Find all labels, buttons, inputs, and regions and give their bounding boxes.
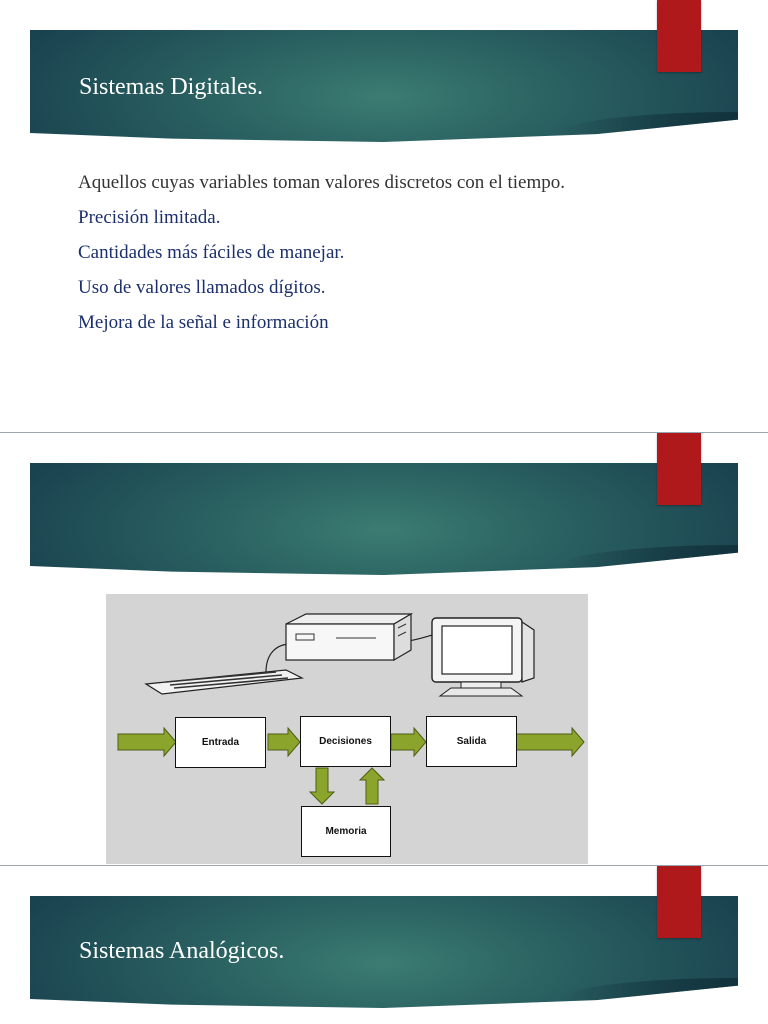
cpu-case-icon [286, 614, 411, 660]
point-item: Mejora de la señal e información [78, 312, 329, 333]
bookmark-tab [657, 0, 701, 72]
point-item: Precisión limitada. [78, 207, 221, 228]
decisiones-block: Decisiones [300, 716, 391, 767]
decisiones-to-memoria-arrow [310, 768, 334, 804]
entrada-block: Entrada [175, 717, 266, 768]
point-item: Cantidades más fáciles de manejar. [78, 242, 345, 263]
banner-swoosh [558, 112, 738, 134]
entrada-to-decisiones-arrow [268, 728, 300, 756]
banner-swoosh [558, 545, 738, 567]
memoria-block: Memoria [301, 806, 391, 857]
title-banner [30, 463, 738, 575]
monitor-icon [432, 618, 534, 696]
slide-body [78, 170, 638, 345]
bookmark-tab [657, 866, 701, 938]
keyboard-icon [146, 670, 302, 694]
slide-1 [0, 0, 768, 432]
computer-system-diagram [106, 594, 588, 864]
salida-block: Salida [426, 716, 517, 767]
bookmark-tab [657, 433, 701, 505]
banner-swoosh [558, 978, 738, 1000]
intro-text: Aquellos cuyas variables toman valores discretos con el tiempo. [78, 172, 566, 193]
decisiones-to-salida-arrow [391, 728, 426, 756]
slide-title: Sistemas Analógicos. [79, 938, 285, 964]
output-arrow [516, 728, 584, 756]
slide-title: Sistemas Digitales. [79, 74, 263, 100]
input-arrow [118, 728, 176, 756]
point-item: Uso de valores llamados dígitos. [78, 277, 326, 298]
memoria-to-decisiones-arrow [360, 768, 384, 804]
slide-3 [0, 866, 768, 1024]
